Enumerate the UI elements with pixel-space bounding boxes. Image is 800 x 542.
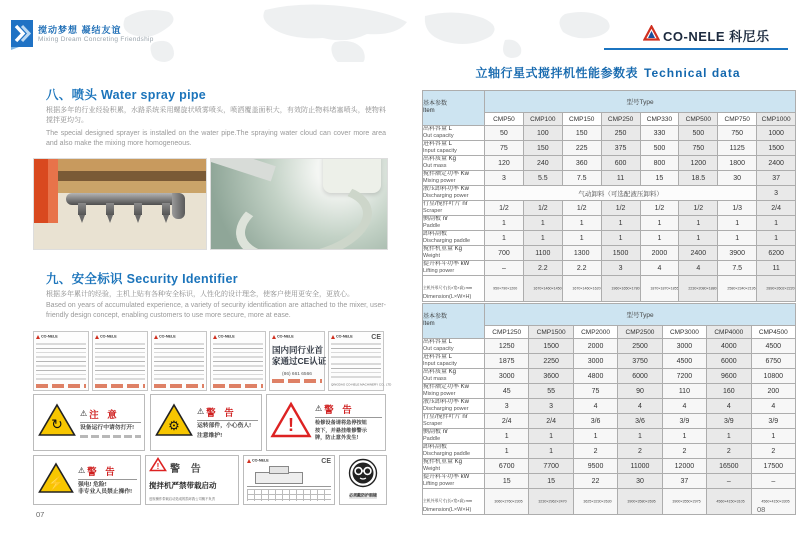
value-cell: 7.5: [562, 171, 601, 186]
warning-label-moving-parts: ⚙ ⚠ 警 告 运转部件，小心伤人! 注意维护!: [150, 394, 262, 451]
value-cell: 1: [485, 444, 529, 459]
row-label-cell: 出料质量 Kg Out mass: [423, 156, 485, 171]
brand-triangle-icon: [247, 459, 251, 463]
model-header-cell: CMP4500: [751, 326, 796, 339]
micro-text: [36, 342, 86, 382]
value-cell: 1125: [718, 141, 757, 156]
mixer-interior-photo: [210, 158, 388, 250]
value-cell: 37: [662, 474, 706, 489]
value-cell: 6200: [757, 246, 796, 261]
value-cell: 1: [707, 429, 751, 444]
exclamation-triangle-icon: [149, 457, 167, 477]
svg-text:⚡: ⚡: [47, 474, 65, 491]
value-cell: 1960×1650×1780: [601, 276, 640, 302]
model-header-cell: CMP1000: [757, 113, 796, 126]
value-cell: 375: [601, 141, 640, 156]
gear-hazard-icon: [154, 402, 194, 443]
value-cell: 750: [718, 126, 757, 141]
value-cell: 1000: [757, 126, 796, 141]
micro-text: [154, 342, 204, 382]
value-cell: 6000: [707, 354, 751, 369]
row-label-cell: 搅拌机重量 Kg Weight: [423, 246, 485, 261]
brand-triangle-icon: [213, 335, 217, 339]
row-label-cell: 出料容量 L Out capacity: [423, 126, 485, 141]
dimension-nameplate-label: CO-NELE CE: [243, 455, 335, 505]
value-cell: 6000: [618, 369, 662, 384]
row-label-cell: 出料质量 Kg Out mass: [423, 369, 485, 384]
value-cell: 3625×3230×2630: [573, 489, 617, 515]
technical-data-table: [422, 90, 796, 302]
value-cell: 10800: [751, 369, 796, 384]
value-cell: 2.2: [562, 261, 601, 276]
type-header-cell: 型号Type: [485, 304, 796, 326]
section-title-security: 九、安全标识 Security Identifier: [46, 272, 238, 286]
brand-triangle-icon: [272, 335, 276, 339]
value-cell: 4560×4150×3105: [707, 489, 751, 515]
goggles-required-label: 必须戴防护眼镜: [339, 455, 387, 505]
span-value-cell: 气动卸料（可选配液压卸料）: [485, 186, 757, 201]
value-cell: 330: [640, 126, 679, 141]
value-cell: 6750: [751, 354, 796, 369]
spray-pipe-photo: [33, 158, 207, 250]
value-cell: 1/2: [562, 201, 601, 216]
item-header-cell: 基本参数 Item: [423, 91, 485, 126]
svg-text:↻: ↻: [51, 416, 63, 432]
value-cell: 2230×2080×1880: [679, 276, 718, 302]
value-cell: 600: [601, 156, 640, 171]
value-cell: –: [485, 261, 524, 276]
nozzle: [78, 203, 86, 215]
value-cell: 4560×4150×3305: [751, 489, 796, 515]
section-title-spray: 八、喷头 Water spray pipe: [46, 88, 207, 102]
wood-beam: [34, 159, 206, 193]
value-cell: 360: [562, 156, 601, 171]
photo-row: [33, 158, 388, 250]
value-cell: 2: [707, 444, 751, 459]
value-cell: 12000: [662, 459, 706, 474]
warning-label-electric: ⚡ ⚠ 警 告 强电! 危险! 非专业人员禁止操作!: [33, 455, 141, 505]
value-cell: 240: [523, 156, 562, 171]
value-cell: 2500: [618, 339, 662, 354]
value-cell: 700: [485, 246, 524, 261]
value-cell: 1/3: [718, 201, 757, 216]
value-cell: 22: [573, 474, 617, 489]
value-cell: 75: [573, 384, 617, 399]
pipe-elbow: [172, 193, 185, 219]
row-label-cell: 液压卸料功率 Kw Discharging power: [423, 186, 485, 201]
brand-triangle-icon: [643, 25, 660, 46]
value-cell: 225: [562, 141, 601, 156]
nameplate-label: CO-NELE CE QINGDAO CO-NELE MACHINERY CO., LTD: [328, 331, 384, 391]
micro-text: [331, 342, 381, 360]
value-cell: 3900×3550×2975: [662, 489, 706, 515]
value-cell: 3/6: [573, 414, 617, 429]
value-cell: 4: [573, 399, 617, 414]
value-cell: 1: [523, 216, 562, 231]
warning-triangle-icon: ⚠: [78, 465, 86, 475]
value-cell: 500: [640, 141, 679, 156]
value-cell: 17500: [751, 459, 796, 474]
orange-equipment: [34, 159, 58, 223]
value-cell: 2/4: [529, 414, 573, 429]
value-cell: 1: [718, 216, 757, 231]
value-cell: 3000: [573, 354, 617, 369]
value-cell: 1670×1460×1450: [523, 276, 562, 302]
row-label-cell: 提升料斗功率 kW Lifting power: [423, 261, 485, 276]
value-cell: 200: [751, 384, 796, 399]
value-cell: 1870×1870×1855: [640, 276, 679, 302]
value-cell: 3230×2962×2470: [529, 489, 573, 515]
micro-text: [95, 342, 145, 382]
value-cell: 50: [485, 126, 524, 141]
security-body-en: Based on years of accumulated experience, a variety of security identification are attached to the mixer, user-friendly design concept, enabling customers to use more secure, more at ease.: [46, 302, 386, 319]
value-cell: 2: [573, 444, 617, 459]
value-cell: 1: [529, 429, 573, 444]
value-cell: 3: [757, 186, 796, 201]
value-cell: 150: [523, 141, 562, 156]
value-cell: 1: [485, 231, 524, 246]
model-header-cell: CMP750: [718, 113, 757, 126]
row-label-cell: 侧刮板 nr Paddle: [423, 429, 485, 444]
value-cell: 1500: [529, 339, 573, 354]
value-cell: 4: [618, 399, 662, 414]
value-cell: 3/9: [751, 414, 796, 429]
row-label-cell: 搅拌额定功率 Kw Mixing power: [423, 384, 485, 399]
nozzle: [134, 203, 142, 215]
model-header-cell: CMP2000: [573, 326, 617, 339]
company-name: QINGDAO CO-NELE MACHINERY CO., LTD: [331, 383, 392, 387]
value-cell: 3600: [529, 369, 573, 384]
value-cell: 1500: [757, 141, 796, 156]
value-cell: 4800: [573, 369, 617, 384]
safety-label-card: CO-NELE: [151, 331, 207, 391]
exclamation-triangle-icon: [270, 401, 312, 444]
value-cell: 3: [485, 399, 529, 414]
row-label-cell: 进料容量 L Input capacity: [423, 354, 485, 369]
caution-label-rotating: ↻ ⚠ 注 意 设备运行中请勿打开!: [33, 394, 145, 451]
value-cell: 1: [640, 216, 679, 231]
world-map-decoration: [85, 0, 645, 62]
ce-mark: CE: [321, 457, 331, 465]
rotation-warning-icon: [37, 402, 77, 443]
value-cell: 3/6: [618, 414, 662, 429]
value-cell: 1: [662, 429, 706, 444]
row-label-cell: 搅拌机重量 Kg Weight: [423, 459, 485, 474]
value-cell: 3/9: [662, 414, 706, 429]
value-cell: 4: [662, 399, 706, 414]
ce-mark: CE: [371, 333, 381, 341]
value-cell: 1/2: [601, 201, 640, 216]
row-label-cell: 搅拌额定功率 Kw Mixing power: [423, 171, 485, 186]
model-header-cell: CMP3000: [662, 326, 706, 339]
value-cell: 2: [662, 444, 706, 459]
model-header-cell: CMP2500: [618, 326, 662, 339]
phone-number: (86) 661 6566: [282, 371, 312, 377]
value-cell: 3000: [485, 369, 529, 384]
row-label-cell: 侧刮板 nr Paddle: [423, 216, 485, 231]
technical-data-title: 立轴行星式搅拌机性能参数表 Technical data: [475, 66, 741, 80]
value-cell: 1: [573, 429, 617, 444]
row-label-cell: 出料容量 L Out capacity: [423, 339, 485, 354]
value-cell: 2/4: [757, 201, 796, 216]
value-cell: 4: [640, 261, 679, 276]
value-cell: 4: [679, 261, 718, 276]
value-cell: 2: [751, 444, 796, 459]
tagline-en: Mixing Dream Concreting Friendship: [38, 36, 154, 43]
value-cell: 7200: [662, 369, 706, 384]
value-cell: 4500: [751, 339, 796, 354]
model-header-cell: CMP330: [640, 113, 679, 126]
value-cell: 30: [718, 171, 757, 186]
value-cell: 2000: [573, 339, 617, 354]
model-header-cell: CMP150: [562, 113, 601, 126]
value-cell: 2400: [679, 246, 718, 261]
value-cell: 1/2: [523, 201, 562, 216]
row-label-cell: 主机外形尺寸(长×宽×高) mm Dimension(L×W×H): [423, 489, 485, 515]
value-cell: 15: [529, 474, 573, 489]
value-cell: 1: [523, 231, 562, 246]
value-cell: 3060×2760×2305: [485, 489, 529, 515]
value-cell: 45: [485, 384, 529, 399]
value-cell: 950×790×1200: [485, 276, 524, 302]
value-cell: 3900×3580×2695: [618, 489, 662, 515]
row-label-cell: 进料容量 L Input capacity: [423, 141, 485, 156]
model-header-cell: CMP50: [485, 113, 524, 126]
value-cell: 3: [485, 171, 524, 186]
value-cell: –: [707, 474, 751, 489]
value-cell: 1: [562, 231, 601, 246]
ce-certificate-label: CO-NELE 国内同行业首 家通过CE认证 (86) 661 6566: [269, 331, 325, 391]
micro-text: [213, 342, 263, 382]
model-header-cell: CMP250: [601, 113, 640, 126]
row-label-cell: 主机外形尺寸(长×宽×高) mm Dimension(L×W×H): [423, 276, 485, 302]
value-cell: 2890×2602×2220: [757, 276, 796, 302]
value-cell: 4500: [662, 354, 706, 369]
row-label-cell: 卸料刮板 Discharging paddle: [423, 444, 485, 459]
value-cell: 11: [757, 261, 796, 276]
value-cell: 500: [679, 126, 718, 141]
value-cell: 1: [601, 216, 640, 231]
page-number-right: 08: [757, 505, 766, 514]
safety-goggles-icon: [348, 475, 378, 492]
value-cell: 110: [662, 384, 706, 399]
value-cell: 3000: [662, 339, 706, 354]
svg-text:⚙: ⚙: [168, 418, 180, 433]
nozzle: [106, 203, 114, 215]
model-header-cell: CMP500: [679, 113, 718, 126]
security-body-zh: 根据多年累计的经验，主机上贴有各种安全标识，人性化的设计理念，使客户使用更安全，更放心。: [46, 291, 354, 298]
value-cell: 1: [529, 444, 573, 459]
value-cell: 2/4: [485, 414, 529, 429]
value-cell: 1: [757, 231, 796, 246]
value-cell: 37: [757, 171, 796, 186]
value-cell: 1200: [679, 156, 718, 171]
value-cell: 1500: [601, 246, 640, 261]
value-cell: 120: [485, 156, 524, 171]
value-cell: 3: [529, 399, 573, 414]
value-cell: 1: [601, 231, 640, 246]
model-header-cell: CMP100: [523, 113, 562, 126]
technical-table-2: [422, 303, 796, 515]
type-header-cell: 型号Type: [485, 91, 796, 113]
value-cell: 55: [529, 384, 573, 399]
value-cell: 1250: [485, 339, 529, 354]
value-cell: 150: [562, 126, 601, 141]
model-header-cell: CMP4000: [707, 326, 751, 339]
value-cell: 1: [718, 231, 757, 246]
company-chevron-logo-icon: [11, 20, 37, 55]
value-cell: 1: [485, 216, 524, 231]
value-cell: 1/2: [485, 201, 524, 216]
technical-data-table: [422, 303, 796, 515]
value-cell: 1: [485, 429, 529, 444]
value-cell: 5.5: [523, 171, 562, 186]
value-cell: 1: [757, 216, 796, 231]
spray-body-zh: 根据多年的行业经验积累，水路系统采用螺旋状喷雾喷头，喷洒覆盖面积大，有效防止物料堵塞喷头，使物料搅拌更均匀。: [46, 107, 386, 124]
value-cell: 1100: [523, 246, 562, 261]
safety-label-card: CO-NELE: [210, 331, 266, 391]
warning-triangle-icon: ⚠: [80, 408, 88, 418]
spec-mini-table: [247, 489, 331, 501]
model-header-cell: CMP1250: [485, 326, 529, 339]
value-cell: 3/9: [707, 414, 751, 429]
value-cell: 4000: [707, 339, 751, 354]
mixer-frame: [210, 158, 276, 181]
value-cell: 250: [601, 126, 640, 141]
value-cell: 750: [679, 141, 718, 156]
value-cell: 15: [640, 171, 679, 186]
mixer-line-drawing: [247, 466, 331, 487]
value-cell: 800: [640, 156, 679, 171]
high-voltage-icon: [37, 461, 75, 500]
value-cell: 30: [618, 474, 662, 489]
value-cell: 2400: [757, 156, 796, 171]
value-cell: 2580×2340×2195: [718, 276, 757, 302]
value-cell: 4: [751, 399, 796, 414]
value-cell: 4: [707, 399, 751, 414]
value-cell: 11: [601, 171, 640, 186]
value-cell: 6700: [485, 459, 529, 474]
value-cell: 2000: [640, 246, 679, 261]
value-cell: 9500: [573, 459, 617, 474]
value-cell: –: [751, 474, 796, 489]
value-cell: 2: [618, 444, 662, 459]
warning-label-no-load-start: ! 警 告 搅拌机严禁带载启动 违规操作带载启动造成的损坏我公司概不负责: [145, 455, 239, 505]
brand-triangle-icon: [331, 335, 335, 339]
value-cell: 1800: [718, 156, 757, 171]
warning-triangle-icon: ⚠: [315, 404, 323, 414]
safety-label-card: CO-NELE: [33, 331, 89, 391]
value-cell: 1: [640, 231, 679, 246]
value-cell: 1: [679, 231, 718, 246]
value-cell: 3750: [618, 354, 662, 369]
brand-triangle-icon: [95, 335, 99, 339]
tagline-zh: 搅动梦想 凝结友谊: [38, 25, 122, 35]
value-cell: 1: [618, 429, 662, 444]
value-cell: 1: [751, 429, 796, 444]
safety-labels-row1: [33, 331, 392, 391]
value-cell: 15: [485, 474, 529, 489]
brand-name: CO-NELE 科尼乐: [663, 29, 770, 44]
warning-triangle-icon: ⚠: [197, 407, 205, 416]
value-cell: 2250: [529, 354, 573, 369]
value-cell: 75: [485, 141, 524, 156]
value-cell: 1300: [562, 246, 601, 261]
value-cell: 3900: [718, 246, 757, 261]
brand-underline: [604, 48, 788, 50]
row-label-cell: 提升料斗功率 kW Lifting power: [423, 474, 485, 489]
value-cell: 1670×1460×1620: [562, 276, 601, 302]
value-cell: 90: [618, 384, 662, 399]
value-cell: 1/2: [679, 201, 718, 216]
value-cell: 100: [523, 126, 562, 141]
technical-table-1: [422, 90, 796, 302]
model-header-cell: CMP1500: [529, 326, 573, 339]
svg-text:!: !: [288, 415, 294, 435]
value-cell: 1875: [485, 354, 529, 369]
brand-triangle-icon: [154, 335, 158, 339]
value-cell: 9600: [707, 369, 751, 384]
value-cell: 18.5: [679, 171, 718, 186]
value-cell: 7700: [529, 459, 573, 474]
value-cell: 3: [601, 261, 640, 276]
value-cell: 11000: [618, 459, 662, 474]
item-header-cell: 基本参数 Item: [423, 304, 485, 339]
value-cell: 7.5: [718, 261, 757, 276]
value-cell: 1: [562, 216, 601, 231]
page-number-left: 07: [36, 510, 45, 519]
value-cell: 1: [679, 216, 718, 231]
brand-triangle-icon: [36, 335, 40, 339]
row-label-cell: 行星/搅拌叶片 nr Scraper: [423, 414, 485, 429]
value-cell: 2.2: [523, 261, 562, 276]
spray-body-en: The special designed sprayer is installed on the water pipe.The spraying water cloud can cover more area and also make the mixing more homogeneous.: [46, 130, 386, 147]
warning-label-service: ! ⚠ 警 告 检修设备请将急停按钮 按下，并悬挂维修警示 牌，防止意外发生!: [266, 394, 386, 451]
micro-text: [331, 362, 381, 380]
nozzle: [162, 203, 170, 215]
value-cell: 16500: [707, 459, 751, 474]
row-label-cell: 液压卸料功率 Kw Discharging power: [423, 399, 485, 414]
value-cell: 160: [707, 384, 751, 399]
brand-logo: [643, 25, 770, 46]
value-cell: 1/2: [640, 201, 679, 216]
row-label-cell: 行星/搅拌叶片 nr Scraper: [423, 201, 485, 216]
svg-text:!: !: [156, 462, 160, 471]
safety-label-card: CO-NELE: [92, 331, 148, 391]
row-label-cell: 卸料刮板 Discharging paddle: [423, 231, 485, 246]
